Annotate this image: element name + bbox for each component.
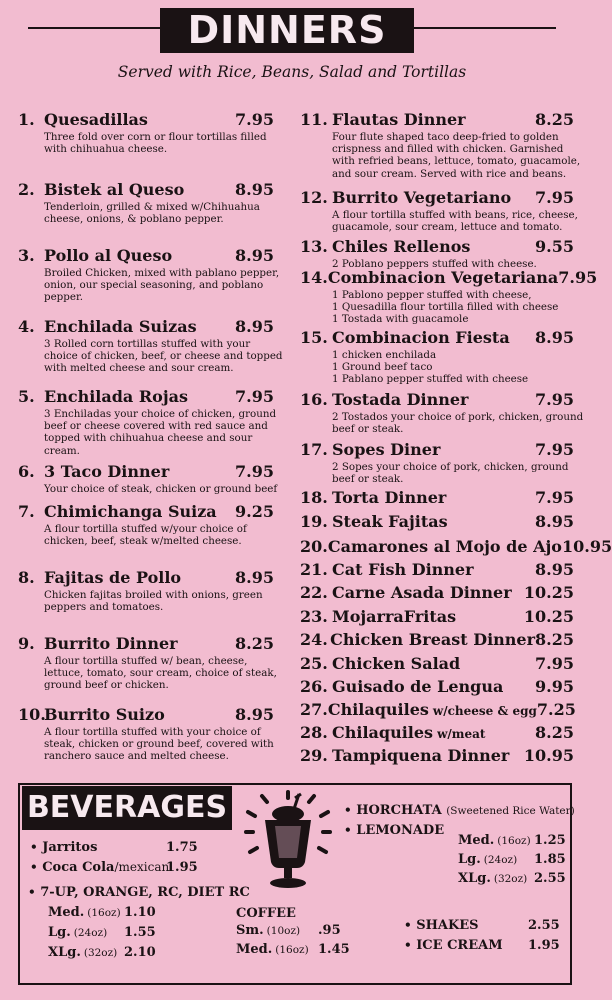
coffee-size-row (236, 942, 309, 957)
menu-item-description (332, 411, 584, 436)
menu-item-number: 27. (300, 700, 328, 719)
menu-item-header (300, 654, 574, 674)
icecream-label: ICE CREAM (416, 938, 503, 953)
soda-size-row (48, 905, 121, 920)
description-line: Your choice of steak, chicken or ground beef (44, 483, 278, 495)
menu-item-number: 23. (300, 607, 328, 626)
menu-item-number: 2. (18, 180, 35, 199)
menu-item-price: 8.95 (235, 246, 274, 265)
menu-item-header (18, 634, 274, 654)
menu-item-description (332, 349, 574, 386)
lemonade-size-row (458, 871, 527, 886)
menu-item-name: Fajitas de Pollo (44, 568, 182, 587)
lemonade-row (344, 823, 444, 838)
menu-item-header (300, 723, 574, 744)
coffee-size-volume: (10oz) (266, 925, 301, 937)
soda-size-row (48, 925, 107, 940)
menu-item (18, 502, 274, 547)
menu-item-name: Burrito Vegetariano (332, 188, 512, 207)
section-title: DINNERS (160, 8, 414, 53)
soda-size-price: 2.10 (124, 945, 156, 960)
description-line: 2 Tostados your choice of pork, chicken, ground (332, 411, 584, 423)
description-line: with refried beans, lettuce, tomato, guacamole, (332, 155, 581, 168)
description-line: 1 chicken enchilada (332, 349, 437, 361)
menu-item (18, 462, 278, 495)
menu-item (18, 317, 283, 375)
menu-item-number: 28. (300, 723, 328, 742)
bullet: • (28, 885, 36, 899)
menu-item-price: 8.25 (535, 110, 574, 129)
coffee-size-label: Med. (236, 942, 273, 957)
menu-item-name: Enchilada Rojas (44, 387, 188, 406)
menu-item-price: 7.95 (558, 268, 598, 287)
menu-item-number: 4. (18, 317, 35, 336)
menu-item-description (44, 726, 274, 763)
menu-item (300, 607, 574, 627)
beverages-title: BEVERAGES (22, 786, 232, 830)
soda-size-row (48, 945, 117, 960)
menu-item-number: 18. (300, 488, 328, 507)
shakes-label: SHAKES (416, 918, 479, 933)
menu-item-header (300, 110, 574, 130)
description-line: Tenderloin, grilled & mixed w/Chihuahua (44, 201, 260, 213)
menu-item-number: 13. (300, 237, 328, 256)
description-line: topped with chihuahua cheese and sour (44, 432, 253, 445)
header-rule-right (414, 27, 556, 29)
menu-item-number: 19. (300, 512, 328, 531)
menu-item-number: 10. (18, 705, 46, 724)
menu-item-header (300, 630, 574, 650)
menu-item-header (300, 746, 574, 766)
menu-item-name: Tostada Dinner (332, 390, 469, 409)
menu-item-description (44, 338, 283, 375)
description-line: crispness and filled with chicken. Garnished (332, 143, 564, 156)
menu-item-name: Cat Fish Dinner (332, 560, 474, 579)
menu-item-header (300, 607, 574, 627)
soda-size-label: Lg. (48, 925, 71, 940)
menu-item (300, 746, 574, 766)
coca-price: 1.95 (166, 860, 198, 875)
sodas-row (28, 885, 250, 900)
header-rule-left (28, 27, 160, 29)
description-line: 3 Enchiladas your choice of chicken, ground (44, 408, 277, 420)
description-line: onion, our special seasoning, and poblano (44, 279, 264, 292)
milkshake-icon (245, 792, 331, 890)
description-line: Four flute shaped taco deep-fried to golden (332, 131, 559, 143)
menu-item-price: 10.95 (523, 746, 574, 765)
lemonade-size-volume: (32oz) (493, 873, 528, 885)
menu-item-name: Chimichanga Suiza (44, 502, 217, 521)
menu-item-number: 11. (300, 110, 328, 129)
menu-item-price: 7.95 (235, 462, 274, 481)
menu-item-name: Burrito Dinner (44, 634, 178, 653)
description-line: choice of chicken, beef, or cheese and topped (44, 350, 283, 363)
menu-item-price: 7.25 (536, 700, 576, 719)
bullet: • (30, 840, 38, 854)
soda-size-volume: (24oz) (73, 927, 108, 939)
shakes-row (404, 918, 479, 933)
menu-item-name: Chicken Salad (332, 654, 461, 673)
menu-item-number: 12. (300, 188, 328, 207)
menu-item (300, 390, 584, 436)
menu-item-price: 7.95 (235, 387, 274, 406)
menu-item-name: MojarraFritas (332, 607, 457, 626)
menu-item-header (300, 560, 574, 580)
menu-item-name: Bistek al Queso (44, 180, 185, 199)
menu-item-name: Carne Asada Dinner (332, 583, 512, 602)
description-line: cheese, onions, & poblano pepper. (44, 213, 224, 226)
description-line: 1 Pablono pepper stuffed with cheese, (332, 289, 532, 301)
bullet: • (344, 823, 352, 837)
lemonade-size-price: 2.55 (534, 871, 566, 886)
description-line: 2 Poblano peppers stuffed with cheese. (332, 258, 537, 270)
menu-item-header (300, 700, 574, 721)
menu-item-description (44, 483, 278, 495)
menu-item-description (44, 201, 274, 225)
menu-item-description (44, 408, 277, 457)
description-line: 1 Pablano pepper stuffed with cheese (332, 373, 529, 386)
menu-item (18, 110, 274, 155)
description-line: 1 Quesadilla flour tortilla filled with cheese (332, 301, 559, 314)
menu-item-description (332, 131, 581, 180)
bullet: • (404, 938, 412, 952)
menu-item-number: 5. (18, 387, 35, 406)
menu-item (300, 237, 574, 270)
coca-note: /mexican (114, 860, 170, 874)
menu-item-header (300, 512, 574, 532)
menu-item-header (300, 488, 574, 508)
lemonade-size-volume: (16oz) (497, 835, 531, 847)
menu-item-price: 8.95 (235, 317, 274, 336)
menu-item-number: 21. (300, 560, 328, 579)
coffee-size-volume: (16oz) (275, 944, 309, 956)
menu-item-name: Quesadillas (44, 110, 148, 129)
menu-item-header (300, 677, 574, 697)
menu-item-description (332, 209, 578, 234)
menu-item-header (300, 583, 574, 603)
sodas-label: 7-UP, ORANGE, RC, DIET RC (40, 885, 250, 900)
menu-item-name: 3 Taco Dinner (44, 462, 170, 481)
menu-item-name: Chiles Rellenos (332, 237, 471, 256)
menu-item-header (18, 180, 274, 200)
coca-label: Coca Cola (42, 860, 115, 875)
menu-item-price: 10.25 (523, 607, 574, 626)
menu-item (300, 110, 581, 180)
menu-item-number: 17. (300, 440, 328, 459)
menu-item (18, 246, 280, 304)
soda-size-volume: (32oz) (83, 947, 118, 959)
menu-item-price: 8.95 (535, 560, 574, 579)
menu-item-description (44, 267, 280, 304)
menu-item-header (18, 110, 274, 130)
coffee-size-price: .95 (318, 923, 341, 938)
description-line: 2 Sopes your choice of pork, chicken, ground (332, 461, 569, 473)
menu-item-price: 7.95 (535, 654, 574, 673)
menu-item-header (300, 390, 574, 410)
description-line: beef or steak. (332, 473, 404, 486)
menu-item-price: 8.95 (535, 328, 574, 347)
horchata-row (344, 803, 575, 818)
menu-item-name: Steak Fajitas (332, 512, 448, 531)
menu-item-header (300, 537, 612, 557)
bullet: • (404, 918, 412, 932)
description-line: A flour tortilla stuffed with your choice of (44, 726, 261, 738)
menu-item-description (332, 461, 574, 485)
lemonade-size-price: 1.25 (534, 833, 566, 848)
menu-item (300, 654, 574, 674)
soda-size-label: XLg. (48, 945, 81, 960)
lemonade-size-volume: (24oz) (483, 854, 518, 866)
horchata-label: HORCHATA (356, 803, 442, 818)
menu-item-header (300, 328, 574, 348)
description-line: A flour tortilla stuffed w/your choice of (44, 523, 247, 535)
description-line: 1 Tostada with guacamole (332, 313, 469, 326)
description-line: Chicken fajitas broiled with onions, green (44, 589, 263, 601)
menu-item-description (44, 523, 274, 547)
menu-item-description (44, 589, 274, 613)
menu-item-price: 9.25 (235, 502, 274, 521)
menu-item-price: 8.95 (235, 705, 274, 724)
menu-item-header (18, 387, 274, 407)
shakes-price: 2.55 (528, 918, 560, 933)
description-line: ranchero sauce and melted cheese. (44, 750, 229, 763)
menu-item-number: 29. (300, 746, 328, 765)
coffee-size-price: 1.45 (318, 942, 350, 957)
menu-item-name: Enchilada Suizas (44, 317, 197, 336)
menu-item-option: w/meat (437, 727, 486, 741)
menu-item-price: 9.55 (535, 237, 574, 256)
menu-item-price: 7.95 (535, 188, 574, 207)
menu-item-name: Tampiquena Dinner (332, 746, 510, 765)
menu-item-name: Sopes Diner (332, 440, 441, 459)
menu-item-number: 7. (18, 502, 35, 521)
menu-item (300, 328, 574, 386)
menu-item (300, 700, 574, 721)
lemonade-size-row (458, 852, 517, 867)
menu-item-header (18, 502, 274, 522)
menu-item-number: 22. (300, 583, 328, 602)
menu-item-description (44, 655, 277, 692)
menu-item (18, 180, 274, 225)
menu-item (300, 440, 574, 485)
menu-item-price: 10.25 (523, 583, 574, 602)
menu-item-price: 8.25 (235, 634, 274, 653)
menu-item-name: Flautas Dinner (332, 110, 466, 129)
description-line: beef or cheese covered with red sauce and (44, 420, 268, 433)
menu-item-name: Pollo al Queso (44, 246, 173, 265)
description-line: beef or steak. (332, 423, 404, 436)
description-line: peppers and tomatoes. (44, 601, 164, 614)
menu-item-description (332, 289, 574, 326)
description-line: cream. (44, 444, 80, 457)
menu-item (18, 568, 274, 613)
menu-item-name: Burrito Suizo (44, 705, 165, 724)
menu-item (18, 634, 277, 692)
menu-item-number: 16. (300, 390, 328, 409)
menu-item-header (18, 317, 274, 337)
menu-item-name: Torta Dinner (332, 488, 447, 507)
menu-item-number: 14. (300, 268, 328, 287)
menu-item-number: 20. (300, 537, 328, 556)
description-line: Three fold over corn or flour tortillas filled (44, 131, 267, 143)
menu-item (300, 630, 574, 650)
description-line: ground beef or chicken. (44, 679, 169, 692)
menu-item-number: 1. (18, 110, 35, 129)
menu-item-header (300, 268, 598, 288)
coffee-size-label: Sm. (236, 923, 264, 938)
jarritos-price: 1.75 (166, 840, 198, 855)
menu-item (300, 583, 574, 603)
horchata-note: (Sweetened Rice Water) (446, 805, 575, 817)
description-line: and sour cream. Served with rice and beans. (332, 167, 567, 180)
menu-item (300, 677, 574, 697)
description-line: chicken, beef, steak w/melted cheese. (44, 535, 242, 548)
description-line: guacamole, sour cream, lettuce and tomato. (332, 221, 563, 234)
coca-row (30, 860, 169, 875)
menu-item-name: Chicken Breast Dinner (330, 630, 536, 649)
menu-item-header (18, 568, 274, 588)
menu-item (18, 705, 274, 763)
lemonade-size-label: Lg. (458, 852, 481, 867)
bullet: • (30, 860, 38, 874)
description-line: 3 Rolled corn tortillas stuffed with your (44, 338, 251, 350)
menu-item-price: 7.95 (535, 440, 574, 459)
soda-size-volume: (16oz) (87, 907, 121, 919)
lemonade-label: LEMONADE (356, 823, 445, 838)
menu-item (300, 560, 574, 580)
menu-item-price: 7.95 (235, 110, 274, 129)
menu-item-price: 8.95 (235, 180, 274, 199)
menu-item-number: 6. (18, 462, 35, 481)
description-line: with melted cheese and sour cream. (44, 362, 234, 375)
description-line: steak, chicken or ground beef, covered with (44, 738, 274, 751)
description-line: A flour tortilla stuffed with beans, rice, cheese, (332, 209, 578, 221)
menu-item-description (44, 131, 274, 155)
menu-item-header (300, 237, 574, 257)
menu-item-header (18, 246, 274, 266)
menu-item-price: 7.95 (535, 488, 574, 507)
menu-item (300, 488, 574, 508)
menu-item-name: Chilaquiles (327, 700, 429, 719)
menu-item-name: Chilaquiles (332, 723, 434, 742)
jarritos-label: Jarritos (42, 840, 98, 855)
bullet: • (344, 803, 352, 817)
menu-item-header (18, 705, 274, 725)
menu-item (300, 188, 578, 234)
description-line: A flour tortilla stuffed w/ bean, cheese, (44, 655, 248, 667)
description-line: lettuce, tomato, sour cream, choice of steak, (44, 667, 277, 680)
menu-item (300, 723, 574, 744)
menu-item (300, 512, 574, 532)
description-line: pepper. (44, 291, 84, 304)
menu-item-number: 26. (300, 677, 328, 696)
menu-item-number: 8. (18, 568, 35, 587)
menu-item-name: Combinacion Vegetariana (327, 268, 559, 287)
menu-item-number: 15. (300, 328, 328, 347)
description-line: 1 Ground beef taco (332, 361, 433, 374)
icecream-price: 1.95 (528, 938, 560, 953)
menu-item (18, 387, 277, 457)
soda-size-price: 1.55 (124, 925, 156, 940)
lemonade-size-label: Med. (458, 833, 495, 848)
menu-item-header (18, 462, 274, 482)
menu-item-price: 8.25 (535, 630, 574, 649)
coffee-label: COFFEE (236, 906, 296, 921)
menu-item-number: 25. (300, 654, 328, 673)
menu-item-name: Guisado de Lengua (332, 677, 504, 696)
section-subtitle: Served with Rice, Beans, Salad and Tortillas (117, 63, 467, 81)
menu-item (300, 537, 612, 557)
menu-item (300, 268, 598, 326)
menu-item-price: 8.95 (535, 512, 574, 531)
soda-size-price: 1.10 (124, 905, 156, 920)
menu-item-header (300, 188, 574, 208)
soda-size-label: Med. (48, 905, 85, 920)
menu-item-option: w/cheese & egg (432, 704, 537, 718)
menu-item-name: Combinacion Fiesta (332, 328, 510, 347)
lemonade-size-price: 1.85 (534, 852, 566, 867)
description-line: Broiled Chicken, mixed with pablano pepper, (44, 267, 280, 279)
jarritos-row (30, 840, 97, 855)
description-line: with chihuahua cheese. (44, 143, 168, 156)
icecream-row (404, 938, 503, 953)
menu-item-name: Camarones al Mojo de Ajo (327, 537, 562, 556)
menu-item-price: 10.95 (561, 537, 612, 556)
menu-item-number: 24. (300, 630, 328, 649)
menu-item-price: 8.95 (235, 568, 274, 587)
coffee-size-row (236, 923, 300, 938)
lemonade-size-row (458, 833, 531, 848)
menu-item-price: 8.25 (535, 723, 574, 742)
lemonade-size-label: XLg. (458, 871, 491, 886)
menu-item-number: 3. (18, 246, 35, 265)
menu-item-number: 9. (18, 634, 35, 653)
menu-item-price: 9.95 (535, 677, 574, 696)
menu-item-header (300, 440, 574, 460)
menu-item-price: 7.95 (535, 390, 574, 409)
